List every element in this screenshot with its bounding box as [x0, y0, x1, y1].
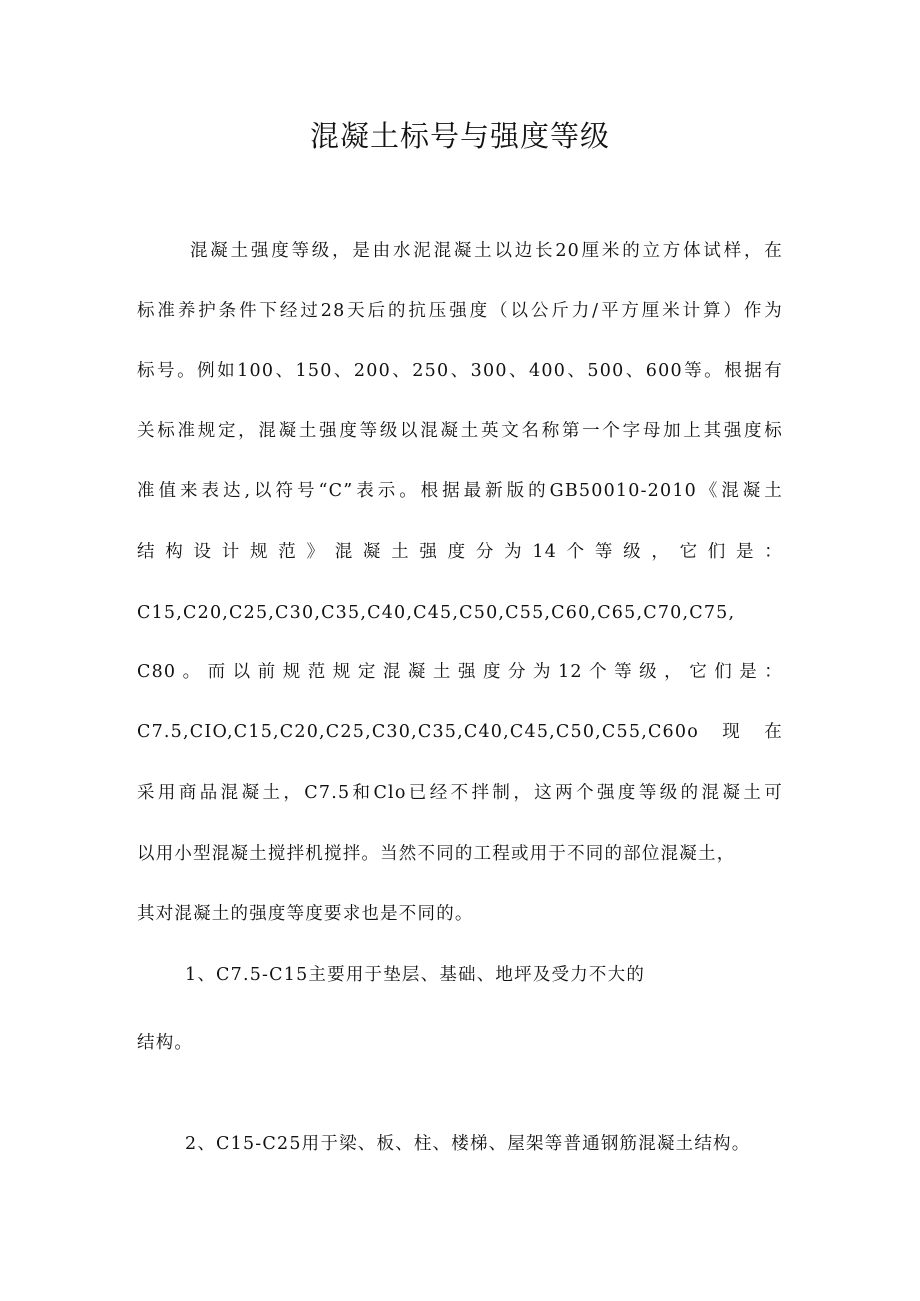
body-line: 关标准规定，混凝土强度等级以混凝土英文名称第一个字母加上其强度标 [137, 421, 783, 441]
body-line: 准值来表达,以符号“C”表示。根据最新版的GB50010-2010《混凝土 [137, 481, 783, 501]
body-line: C7.5,CIO,C15,C20,C25,C30,C35,C40,C45,C50,C55,C60o现在 [137, 722, 783, 742]
body-line: 其对混凝土的强度等度要求也是不同的。 [137, 904, 474, 924]
list-item-2: 2、C15-C25用于梁、板、柱、楼梯、屋架等普通钢筋混凝土结构。 [185, 1134, 751, 1154]
body-line: C80。而以前规范规定混凝土强度分为12个等级，它们是： [137, 662, 783, 682]
body-line: 标号。例如100、150、200、250、300、400、500、600等。根据有 [137, 361, 783, 381]
document-title: 混凝土标号与强度等级 [309, 119, 610, 153]
body-line: 结构设计规范》混凝土强度分为14个等级，它们是： [137, 542, 783, 562]
body-line: 混凝土强度等级，是由水泥混凝土以边长20厘米的立方体试样，在 [190, 241, 783, 261]
body-line: C15,C20,C25,C30,C35,C40,C45,C50,C55,C60,C65,C70,C75, [137, 603, 736, 623]
body-line: 标准养护条件下经过28天后的抗压强度（以公斤力/平方厘米计算）作为 [137, 301, 783, 321]
list-item-1-line-1: 1、C7.5-C15主要用于垫层、基础、地坪及受力不大的 [185, 965, 646, 985]
list-item-1-line-2: 结构。 [137, 1033, 194, 1053]
body-line: 采用商品混凝土，C7.5和Clo已经不拌制，这两个强度等级的混凝土可 [137, 783, 783, 803]
body-line: 以用小型混凝土搅拌机搅拌。当然不同的工程或用于不同的部位混凝土， [137, 844, 736, 864]
